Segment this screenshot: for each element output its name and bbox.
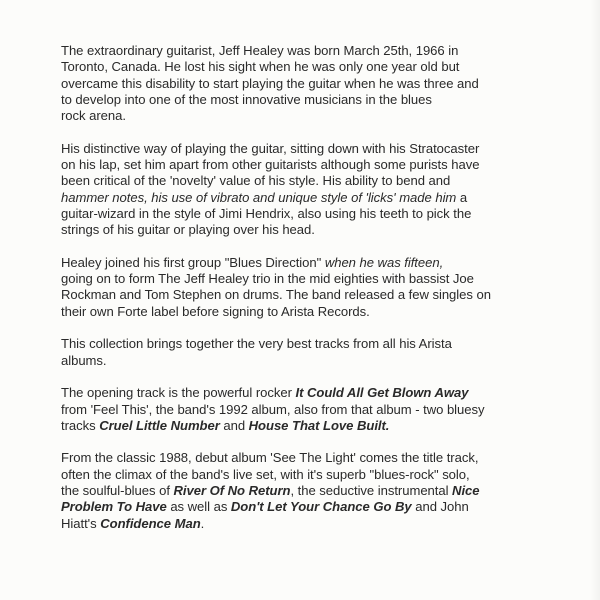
text-run: The opening track is the powerful rocker [61,385,296,401]
text-line [61,499,561,515]
page-edge-shadow [590,0,600,600]
text-run: From the classic 1988, debut album 'See The Light' comes the title track, [61,450,479,466]
text-run: hammer notes, his use of vibrato and unique style of 'licks' made him [61,189,457,205]
text-run: overcame this disability to start playing the guitar when he was three and [61,75,479,91]
track-title: Nice [452,483,480,499]
text-run: often the climax of the band's live set, with it's superb "blues-rock" solo, [61,466,470,482]
track-title: Don't Let Your Chance Go By [230,499,412,515]
text-run: Toronto, Canada. He lost his sight when he was only one year old but [61,59,460,75]
paragraph [61,255,561,320]
track-title: Confidence Man [100,515,201,531]
text-run: albums. [61,352,107,368]
text-run: to develop into one of the most innovative musicians in the blues [61,91,432,107]
text-run: the soulful-blues of [61,483,174,499]
paragraph [61,43,561,124]
text-run: going on to form The Jeff Healey trio in the mid eighties with bassist Joe [61,271,474,287]
text-line [61,255,561,271]
text-line [61,402,561,418]
text-line [61,43,561,59]
text-line [61,271,561,287]
track-title: Cruel Little Number [99,417,220,433]
text-line [61,304,561,320]
paragraph [61,336,561,369]
text-run: their own Forte label before signing to Arista Records. [61,303,370,319]
text-line [61,141,561,157]
text-run: and [219,417,249,433]
text-line [61,516,561,532]
text-line [61,336,561,352]
text-line [61,92,561,108]
text-run: The extraordinary guitarist, Jeff Healey was born March 25th, 1966 in [61,43,459,58]
text-run: His distinctive way of playing the guitar, sitting down with his Stratocaster [61,140,480,156]
text-line [61,287,561,303]
text-run: and John [411,499,469,515]
text-line [61,353,561,369]
text-line [61,450,561,466]
text-line [61,418,561,434]
text-run: rock arena. [61,108,126,124]
text-line [61,108,561,124]
text-line [61,59,561,75]
track-title: Problem To Have [61,499,167,515]
text-run: when he was fifteen, [324,254,444,270]
paragraph [61,385,561,434]
paragraph [61,141,561,239]
text-run: strings of his guitar or playing over his head. [61,222,315,238]
text-line [61,467,561,483]
text-run: guitar-wizard in the style of Jimi Hendrix, also using his teeth to pick the [61,205,472,221]
text-line [61,173,561,189]
text-run: Rockman and Tom Stephen on drums. The band released a few singles on [61,287,491,303]
text-line [61,385,561,401]
text-run: . [200,515,205,531]
text-line [61,206,561,222]
text-run: as well as [166,499,231,515]
text-line [61,483,561,499]
text-run: Hiatt's [61,515,101,531]
text-line [61,76,561,92]
liner-notes-text [61,43,561,548]
track-title: It Could All Get Blown Away [295,385,469,401]
track-title: River Of No Return [173,483,291,499]
text-run: on his lap, set him apart from other guitarists although some purists have [61,157,480,173]
text-line [61,157,561,173]
paragraph [61,450,561,531]
text-run: from 'Feel This', the band's 1992 album, also from that album - two bluesy [61,401,485,417]
text-run: a [456,189,468,205]
text-run: This collection brings together the very best tracks from all his Arista [61,336,452,352]
text-run: been critical of the 'novelty' value of his style. His ability to bend and [61,173,451,189]
track-title: House That Love Built. [248,417,390,433]
text-run: Healey joined his first group "Blues Direction" [61,254,325,270]
text-line [61,222,561,238]
text-line [61,190,561,206]
text-run: tracks [61,417,100,433]
text-run: , the seductive instrumental [290,483,453,499]
